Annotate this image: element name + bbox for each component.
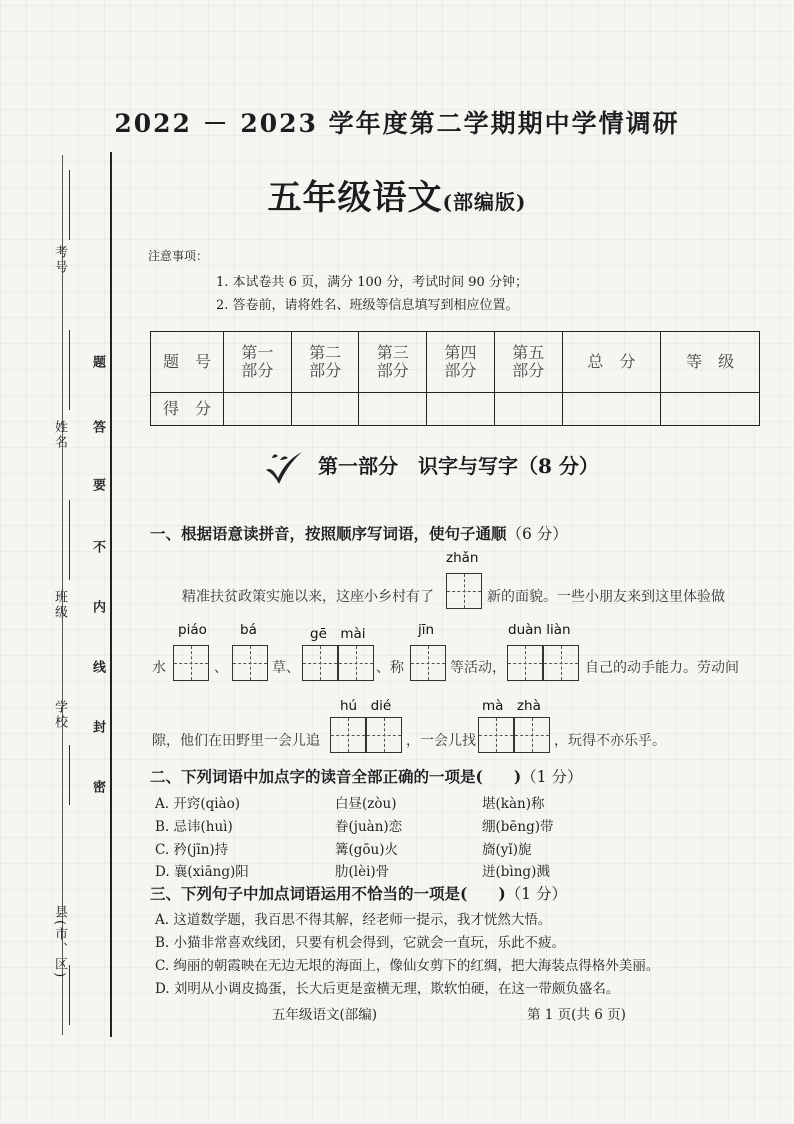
subject-sub: (部编版) [442, 190, 527, 214]
q3-title [150, 882, 567, 904]
score-row-label: 得 分 [151, 393, 224, 426]
q2-option-d-1: D. 襄(xiāng)阳 [155, 864, 249, 880]
name-label: 姓名 [52, 420, 67, 450]
seal-char: 封 [90, 720, 105, 733]
q1-line2-a: 水 [152, 660, 166, 676]
q2-option-b-1: B. 忌讳(huì) [155, 819, 233, 835]
answer-box-piao[interactable] [173, 645, 209, 681]
q1-line3-b: ，一会儿找 [406, 733, 476, 749]
q2-option-d-2: 肋(lèi)骨 [335, 864, 390, 880]
binding-line-inner [110, 152, 112, 1037]
exam-title: 2022 － 2023 学年度第二学期期中学情调研 [114, 109, 680, 138]
footer-page-number: 第 1 页(共 6 页) [527, 1007, 626, 1023]
q3-option-b: B. 小猫非常喜欢线团，只要有机会得到，它就会一直玩，乐此不疲。 [155, 935, 566, 951]
q1-points: （6 分） [506, 525, 568, 543]
score-table-score-row [151, 393, 760, 426]
q3-option-d: D. 刘明从小调皮捣蛋，长大后更是蛮横无理，欺软怕硬，在这一带颇负盛名。 [155, 981, 620, 997]
answer-box-zhan[interactable] [446, 573, 482, 609]
answer-box-ma[interactable] [478, 717, 514, 753]
answer-box-hu[interactable] [330, 717, 366, 753]
check-mark-icon [262, 448, 306, 488]
pinyin-gemai: gē mài [310, 626, 366, 642]
county-label: 县(市、区) [52, 905, 67, 980]
score-header-cell: 总 分 [562, 332, 661, 393]
pinyin-duanlian: duàn liàn [508, 622, 571, 638]
q3-option-a: A. 这道数学题，我百思不得其解，经老师一提示，我才恍然大悟。 [155, 912, 552, 928]
answer-box-die[interactable] [366, 717, 402, 753]
notice-item: 1. 本试卷共 6 页，满分 100 分，考试时间 90 分钟； [216, 275, 528, 290]
q2-option-b-2: 眷(juàn)恋 [335, 819, 403, 835]
score-cell[interactable] [427, 393, 495, 426]
q2-option-a-1: A. 开窍(qiào) [155, 796, 241, 812]
seal-char: 答 [90, 420, 105, 433]
answer-box-jin[interactable] [410, 645, 446, 681]
score-header-cell: 第四 部分 [427, 332, 495, 393]
score-cell[interactable] [359, 393, 427, 426]
score-header-cell: 第五 部分 [494, 332, 562, 393]
score-header-cell: 题 号 [151, 332, 224, 393]
q1-line3-a: 隙，他们在田野里一会儿追 [152, 733, 320, 749]
answer-box-mai[interactable] [338, 645, 374, 681]
notice-item: 2. 答卷前，请将姓名、班级等信息填写到相应位置。 [216, 298, 519, 313]
county-line [69, 965, 70, 1025]
score-cell[interactable] [224, 393, 292, 426]
q1-line2-b: 、 [214, 660, 228, 676]
q2-option-c-1: C. 矜(jīn)持 [155, 842, 229, 858]
q2-option-c-2: 篝(gōu)火 [335, 842, 398, 858]
score-table [150, 331, 760, 426]
q1-line2-e: 等活动， [450, 660, 506, 676]
answer-box-lian[interactable] [543, 645, 579, 681]
q1-line2-c: 草、 [272, 660, 300, 676]
score-header-cell: 等 级 [661, 332, 760, 393]
notice-title: 注意事项： [148, 249, 209, 263]
answer-box-ge[interactable] [302, 645, 338, 681]
seal-char: 不 [90, 540, 105, 553]
subject-main: 五年级语文 [267, 178, 443, 218]
answer-box-duan[interactable] [507, 645, 543, 681]
class-label: 班级 [52, 590, 67, 620]
pinyin-zhan: zhǎn [446, 550, 479, 566]
footer-subject: 五年级语文(部编) [272, 1007, 378, 1023]
class-line [69, 500, 70, 580]
q2-option-a-3: 堪(kàn)称 [482, 796, 545, 812]
score-header-cell: 第二 部分 [291, 332, 359, 393]
q3-option-c: C. 绚丽的朝霞映在无边无垠的海面上，像仙女剪下的红绸，把大海装点得格外美丽。 [155, 958, 660, 974]
score-table-header-row [151, 332, 760, 393]
pinyin-ba: bá [240, 622, 257, 638]
subject-title [0, 170, 794, 219]
seal-char: 内 [90, 600, 105, 613]
q2-title [150, 765, 582, 787]
q2-option-c-3: 旖(yǐ)旎 [482, 842, 532, 858]
school-line [69, 745, 70, 805]
exam-no-label: 考号 [52, 245, 67, 275]
score-cell[interactable] [562, 393, 661, 426]
q2-option-d-3: 迸(bìng)溅 [482, 864, 550, 880]
q1-line2-f: 自己的动手能力。劳动间 [585, 660, 739, 676]
score-cell[interactable] [291, 393, 359, 426]
seal-char: 密 [90, 780, 105, 793]
score-cell[interactable] [661, 393, 760, 426]
seal-char: 线 [90, 660, 105, 673]
answer-box-ba[interactable] [232, 645, 268, 681]
q2-title-text: 二、下列词语中加点字的读音全部正确的一项是( ) [150, 767, 522, 786]
q2-option-b-3: 绷(bēng)带 [482, 819, 554, 835]
school-label: 学校 [52, 700, 67, 730]
pinyin-piao: piáo [178, 622, 207, 638]
q3-points: （1 分） [505, 885, 567, 903]
section1-title: 第一部分 识字与写字（8 分） [318, 454, 599, 478]
q2-option-a-2: 白昼(zòu) [335, 796, 397, 812]
score-header-cell: 第一 部分 [224, 332, 292, 393]
q1-title-text: 一、根据语意读拼音，按照顺序写词语，使句子通顺 [150, 524, 507, 543]
q1-line2-d: 、称 [376, 660, 404, 676]
seal-char: 题 [90, 355, 105, 368]
score-header-cell: 第三 部分 [359, 332, 427, 393]
seal-char: 要 [90, 478, 105, 491]
q1-line1-b: 新的面貌。一些小朋友来到这里体验做 [487, 589, 725, 605]
name-line [69, 330, 70, 410]
q2-points: （1 分） [521, 768, 583, 786]
q1-line3-c: ，玩得不亦乐乎。 [554, 733, 666, 749]
pinyin-jin: jīn [418, 622, 435, 638]
pinyin-mazha: mà zhà [482, 698, 541, 714]
q1-title [150, 522, 568, 544]
score-cell[interactable] [494, 393, 562, 426]
q3-title-text: 三、下列句子中加点词语运用不恰当的一项是( ) [150, 884, 506, 903]
pinyin-hudie: hú dié [340, 698, 392, 714]
answer-box-zha[interactable] [514, 717, 550, 753]
q1-line1-a: 精准扶贫政策实施以来，这座小乡村有了 [182, 589, 434, 605]
